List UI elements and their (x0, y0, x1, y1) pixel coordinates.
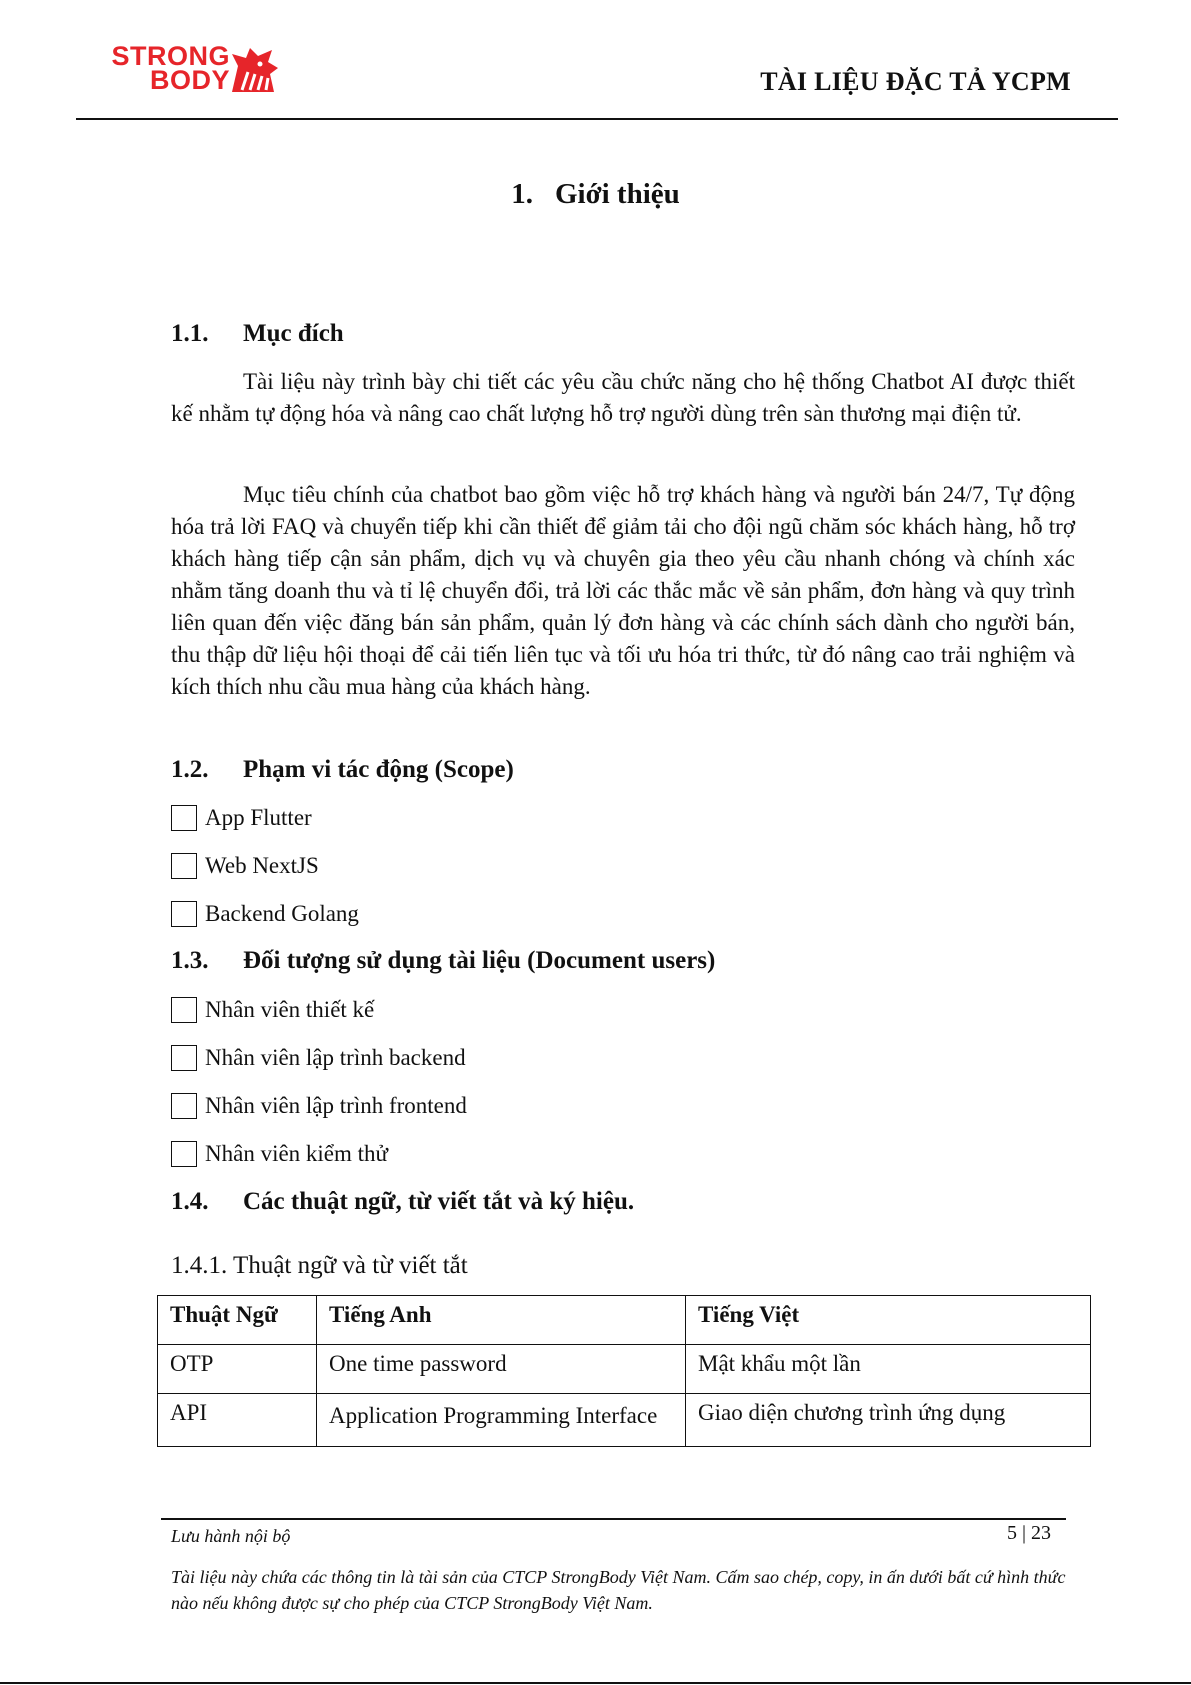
logo-line-1: STRONG (111, 41, 230, 71)
table-row (158, 1345, 1091, 1394)
checkbox[interactable] (171, 1045, 197, 1071)
heading-1-3 (171, 947, 715, 975)
user-item (171, 1043, 466, 1073)
user-item (171, 1091, 467, 1121)
scope-item (171, 851, 319, 881)
table-cell: One time password (317, 1345, 686, 1394)
column-header: Tiếng Việt (686, 1296, 1091, 1345)
user-item (171, 995, 374, 1025)
checkbox[interactable] (171, 1093, 197, 1119)
checkbox[interactable] (171, 805, 197, 831)
user-item-label: Nhân viên kiểm thử (205, 1141, 389, 1166)
heading-title: Mục đích (243, 320, 344, 347)
heading-1-1 (171, 320, 344, 348)
confidentiality-note: Tài liệu này chứa các thông tin là tài sản của CTCP StrongBody Việt Nam. Cấm sao chép, copy, in ấn dưới bất cứ hình thức nào nếu không được sự cho phép của CTCP StrongBody Việt Nam. (171, 1567, 1066, 1613)
heading-1-2 (171, 756, 514, 784)
logo-line-2: BODY (149, 65, 230, 95)
company-logo (100, 41, 290, 96)
heading-number: 1.2. (171, 756, 209, 783)
checkbox[interactable] (171, 1141, 197, 1167)
footer-circulation: Lưu hành nội bộ (171, 1526, 291, 1546)
section-number: 1. (511, 178, 533, 210)
user-item-label: Nhân viên thiết kế (205, 997, 375, 1022)
section-heading-1 (0, 178, 1191, 211)
scope-item-label: Backend Golang (205, 901, 359, 926)
header-divider (76, 118, 1118, 120)
table-cell: Mật khẩu một lần (686, 1345, 1091, 1394)
table-header-row (158, 1296, 1091, 1345)
scope-item (171, 803, 312, 833)
subheading-1-4-1: 1.4.1. Thuật ngữ và từ viết tắt (171, 1252, 468, 1279)
column-header: Thuật Ngữ (158, 1296, 317, 1345)
page-bottom-edge (0, 1682, 1191, 1684)
footer-divider (161, 1518, 1066, 1520)
heading-title: Các thuật ngữ, từ viết tắt và ký hiệu. (243, 1188, 635, 1215)
heading-number: 1.4. (171, 1188, 209, 1215)
terms-table (157, 1295, 1091, 1447)
heading-number: 1.3. (171, 947, 209, 974)
column-header: Tiếng Anh (317, 1296, 686, 1345)
user-item-label: Nhân viên lập trình backend (205, 1045, 466, 1070)
checkbox[interactable] (171, 901, 197, 927)
scope-item-label: Web NextJS (205, 853, 319, 878)
table-cell: OTP (158, 1345, 317, 1394)
logo-text (100, 41, 230, 95)
heading-number: 1.1. (171, 320, 209, 347)
scope-item (171, 899, 359, 929)
scope-item-label: App Flutter (205, 805, 312, 830)
section-title: Giới thiệu (554, 178, 680, 210)
heading-1-4 (171, 1188, 634, 1216)
user-item-label: Nhân viên lập trình frontend (205, 1093, 467, 1118)
page-number: 5 | 23 (1006, 1522, 1051, 1544)
user-item (171, 1139, 388, 1169)
table-cell: Giao diện chương trình ứng dụng (686, 1394, 1091, 1447)
checkbox[interactable] (171, 853, 197, 879)
purpose-paragraph-1: Tài liệu này trình bày chi tiết các yêu cầu chức năng cho hệ thống Chatbot AI được thiết kế nhằm tự động hóa và nâng cao chất lượng hỗ trợ người dùng trên sàn thương mại điện tử. (171, 369, 1075, 426)
table-cell: API (158, 1394, 317, 1447)
lion-head-icon (228, 46, 280, 94)
purpose-paragraph-2: Mục tiêu chính của chatbot bao gồm việc hỗ trợ khách hàng và người bán 24/7, Tự động hóa trả lời FAQ và chuyển tiếp khi cần thiết để giảm tải cho đội ngũ chăm sóc khách hàng, hỗ trợ khách hàng tiếp cận sản phẩm, dịch vụ và chuyên gia theo yêu cầu nhanh chóng và chính xác nhằm tăng doanh thu và tỉ lệ chuyển đổi, trả lời các thắc mắc về sản phẩm, đơn hàng và quy trình liên quan đến việc đăng bán sản phẩm, quản lý đơn hàng và các chính sách dành cho người bán, thu thập dữ liệu hội thoại để cải tiến liên tục và tối ưu hóa tri thức, từ đó nâng cao trải nghiệm và kích thích nhu cầu mua hàng của khách hàng. (171, 482, 1075, 699)
document-title: TÀI LIỆU ĐẶC TẢ YCPM (760, 67, 1071, 96)
heading-title: Phạm vi tác động (Scope) (243, 756, 514, 783)
heading-title: Đối tượng sử dụng tài liệu (Document users) (243, 947, 716, 974)
checkbox[interactable] (171, 997, 197, 1023)
table-row (158, 1394, 1091, 1447)
table-cell: Application Programming Interface (317, 1394, 686, 1447)
